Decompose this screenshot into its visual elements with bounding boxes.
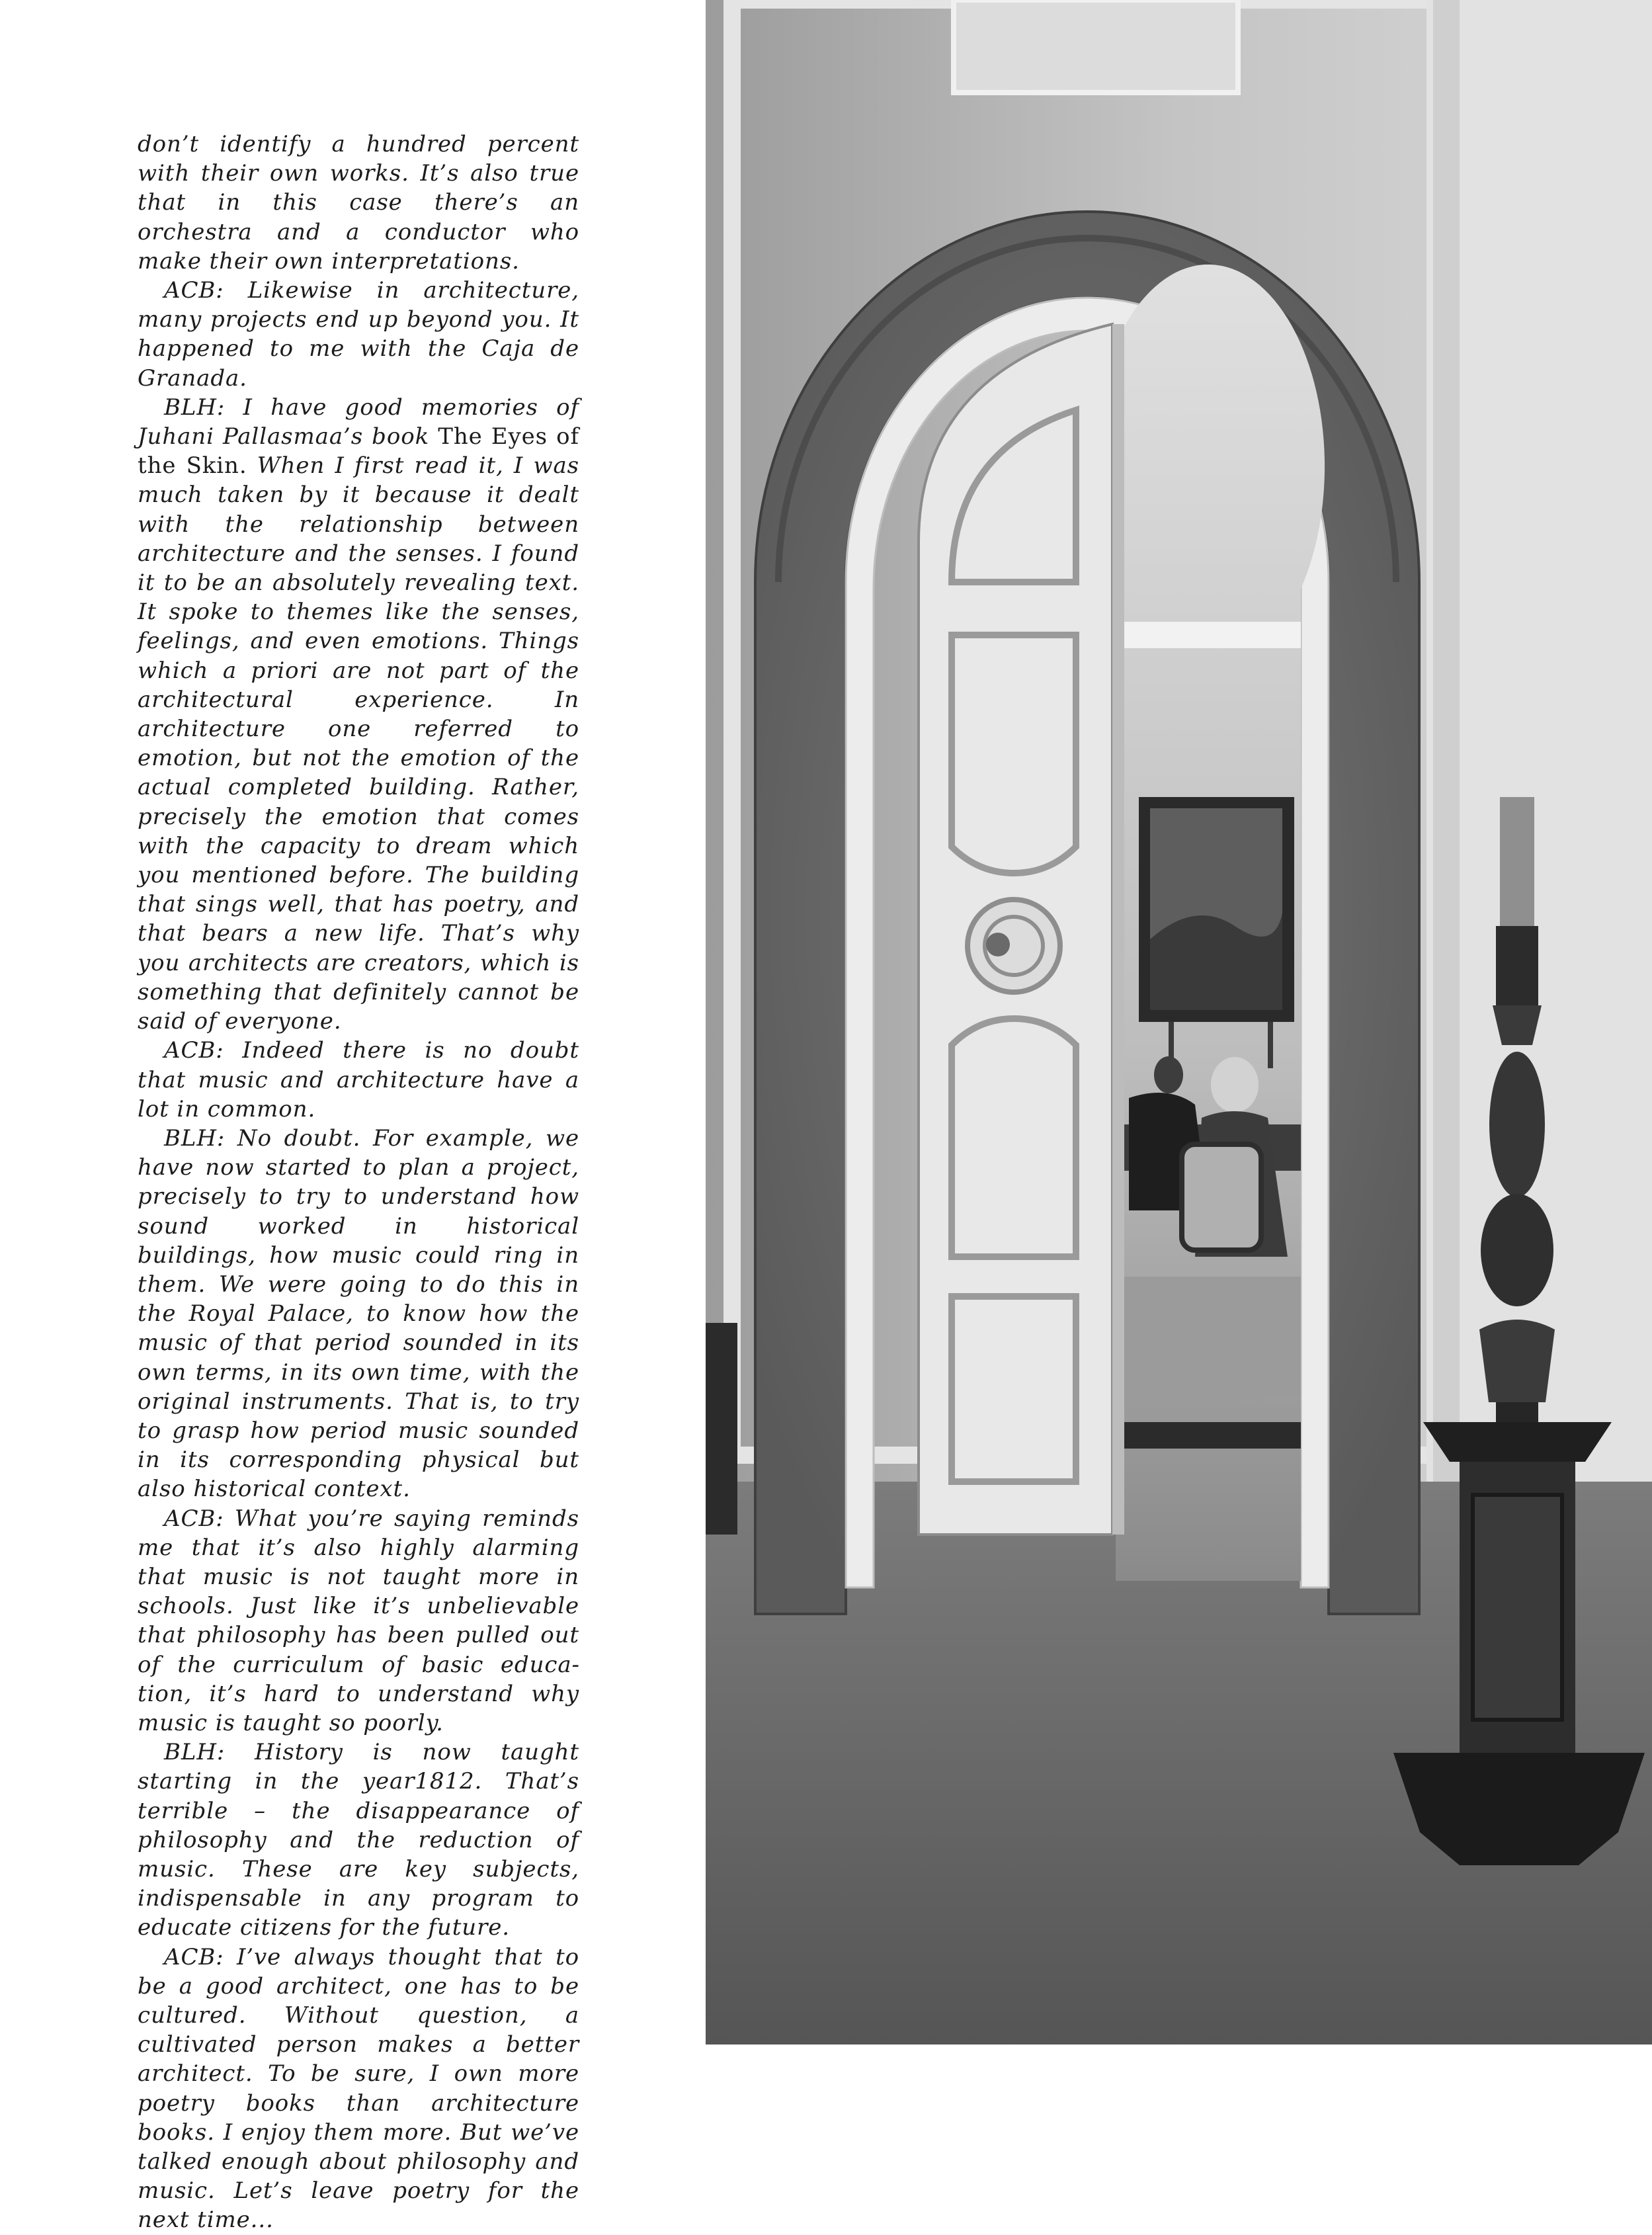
paragraph-text: Indeed there is no doubt that music and architecture have a lot in common.: [138, 1037, 579, 1122]
candlestick-bulb: [1481, 1194, 1553, 1306]
speaker-label: BLH:: [164, 1124, 226, 1152]
paragraph-1: [138, 130, 579, 276]
paragraph-7: [138, 1738, 579, 1942]
speaker-label: BLH:: [164, 1739, 226, 1766]
paragraph-text: History is now taught starting in the year1812. That’s terrible – the disappearance of philosophy and the reduction of music. These are key subjects, indispensable in any program to educate citizens for the future.: [138, 1739, 579, 1941]
threshold-shadow: [1116, 1422, 1301, 1449]
paragraph-4: [138, 1036, 579, 1124]
pilaster-edge: [1433, 0, 1460, 1654]
molding-block: [954, 0, 1238, 93]
candlestick-stem: [1489, 1052, 1545, 1197]
person-man-head: [1154, 1056, 1183, 1093]
article-text-column: [138, 130, 579, 2235]
door-knob: [986, 933, 1010, 956]
room-cornice: [1116, 622, 1301, 648]
speaker-label: ACB:: [164, 1037, 224, 1064]
pedestal-panel: [1473, 1495, 1562, 1720]
paragraph-6: [138, 1504, 579, 1738]
left-shadow: [706, 1323, 737, 1535]
rug: [1116, 1277, 1301, 1409]
speaker-label: ACB:: [164, 277, 224, 304]
door-rosette: [968, 900, 1060, 992]
speaker-label: ACB:: [164, 1943, 224, 1970]
doorway-illustration: [706, 0, 1652, 2045]
paragraph-3: [138, 393, 579, 1036]
speaker-label: ACB:: [164, 1505, 224, 1532]
paragraph-text: What you’re saying reminds me that it’s also highly alarming that music is not taught more in schools. Just like it’s unbelievable that philosophy has been pulled out of the curriculum of basic education, it’s hard to understand why music is taught so poorly.: [138, 1505, 579, 1736]
book-title: The Eyes of the Skin.: [138, 423, 579, 480]
doorway-photograph: [706, 0, 1652, 2045]
candle: [1500, 797, 1534, 929]
person-woman-hair: [1211, 1057, 1259, 1113]
candlestick-urn: [1479, 1320, 1555, 1402]
pilaster: [1426, 0, 1652, 1654]
paragraph-text: No doubt. For example, we have now started to plan a project, precisely to try to understand how sound worked in historical buildings, how music could ring in them. We were going to do this in the Royal Palace, to know how the music of that period sounded in its own terms, in its own time, with the original instruments. That is, to try to grasp how period music sounded in its corresponding physical but also historical context.: [138, 1124, 579, 1503]
room-candle: [1268, 1022, 1273, 1068]
speaker-label: BLH:: [164, 394, 226, 421]
paragraph-text: I’ve always thought that to be a good architect, one has to be cultured. Without question, a cultivated person makes a better architect. To be sure, I own more poetry books than architecture books. I enjoy them more. But we’ve talked enough about philosophy and music. Let’s leave poetry for the next time...: [138, 1943, 579, 2234]
paragraph-text: Likewise in architecture, many projects end up beyond you. It happened to me with the Caja de Granada.: [138, 277, 579, 392]
paragraph-8: [138, 1943, 579, 2235]
chair: [1182, 1144, 1261, 1250]
paragraph-5: [138, 1124, 579, 1504]
paragraph-text: I have good memories of Juhani Pallasmaa’s book: [138, 394, 579, 450]
door-edge: [1112, 324, 1124, 1535]
pedestal-top: [1423, 1422, 1612, 1462]
paragraph-text: don’t identify a hundred percent with their own works. It’s also true that in this case there’s an orchestra and a conductor who make their own interpretations.: [138, 131, 579, 274]
paragraph-text: When I first read it, I was much taken by it because it dealt with the relationship between architecture and the senses. I found it to be an absolutely revealing text. It spoke to themes like the senses, feelings, and even emotions. Things which a priori are not part of the architectural experience. In architecture one referred to emotion, but not the emotion of the actual completed building. Rather, precisely the emotion that comes with the capacity to dream which you mentioned before. The building that sings well, that has poetry, and that bears a new life. That’s why you architects are creators, which is something that definitely cannot be said of everyone.: [138, 452, 579, 1035]
paragraph-2: [138, 276, 579, 393]
candlestick-cup: [1496, 926, 1538, 1005]
